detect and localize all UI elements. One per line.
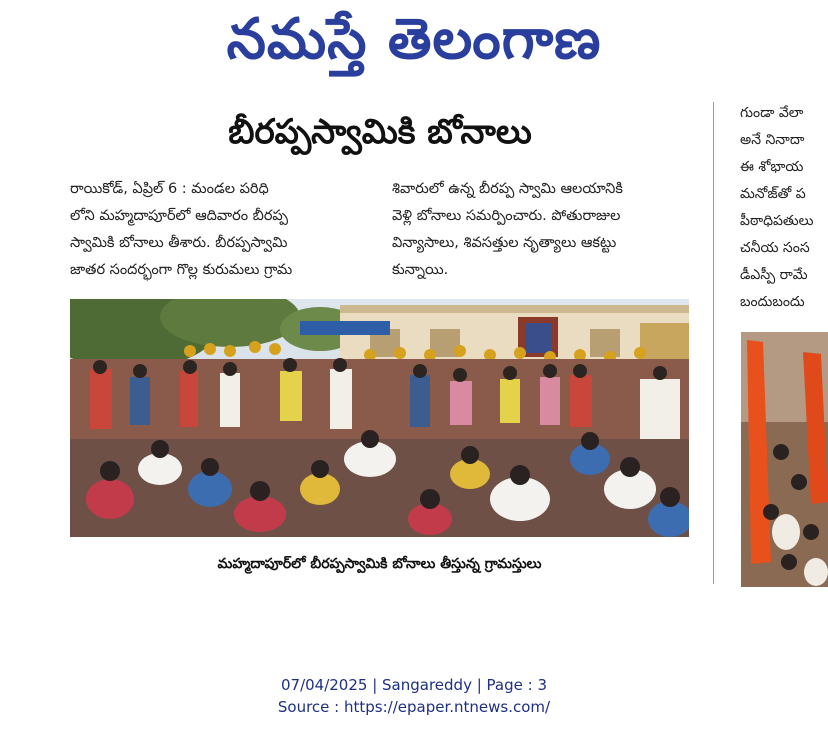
article-text-line: కున్నాయి. <box>392 262 449 278</box>
article-text-line: లోని మహ్మదాపూర్‌లో ఆదివారం బీరప్ప <box>70 208 288 224</box>
adjacent-article-photo <box>741 332 828 587</box>
footer-source-link[interactable]: Source : https://epaper.ntnews.com/ <box>277 698 551 716</box>
adjacent-text-line: ఈ శోభాయ <box>740 159 804 175</box>
adjacent-text-line: అనే నినాదా <box>740 132 805 148</box>
article-column-left <box>70 176 366 284</box>
article-column-right <box>392 176 688 284</box>
adjacent-text-line: బందుబందు <box>740 294 805 310</box>
adjacent-text-line: డీఎస్పీ రామే <box>740 267 808 283</box>
article-text-line: శివారులో ఉన్న బీరప్ప స్వామి ఆలయానికి <box>392 181 623 197</box>
adjacent-text-line: మనోజ్‌తో ప <box>740 186 806 202</box>
newspaper-masthead: నమస్తే తెలంగాణ <box>226 7 602 72</box>
article-text-line: రాయికోడ్, ఏప్రిల్ 6 : మండల పరిధి <box>70 181 269 197</box>
page-footer <box>0 674 828 718</box>
article-photo <box>70 299 689 537</box>
article-text-line: జాతర సందర్భంగా గొల్ల కురుమలు గ్రామ <box>70 262 293 278</box>
article-text-line: వెళ్లి బోనాలు సమర్పించారు. పోతురాజుల <box>392 208 621 224</box>
festival-crowd-photo <box>70 299 689 537</box>
article-text-line: స్వామికి బోనాలు తీశారు. బీరప్పస్వామి <box>70 235 288 251</box>
article-text-line: విన్యాసాలు, శివసత్తుల నృత్యాలు ఆకట్టు <box>392 235 617 251</box>
column-divider <box>713 102 714 584</box>
footer-edition-info: 07/04/2025 | Sangareddy | Page : 3 <box>280 676 547 694</box>
photo-caption: మహ్మదాపూర్‌లో బీరప్పస్వామికి బోనాలు తీస్తున్న గ్రామస్తులు <box>217 556 542 572</box>
adjacent-article-text <box>740 100 828 316</box>
article-headline: బీరప్పస్వామికి బోనాలు <box>228 112 532 152</box>
adjacent-text-line: గుండా వేలా <box>740 105 804 121</box>
adjacent-text-line: పీఠాధిపతులు <box>740 213 814 229</box>
adjacent-text-line: చనీయ సంస <box>740 240 810 256</box>
procession-flags-photo <box>741 332 828 587</box>
